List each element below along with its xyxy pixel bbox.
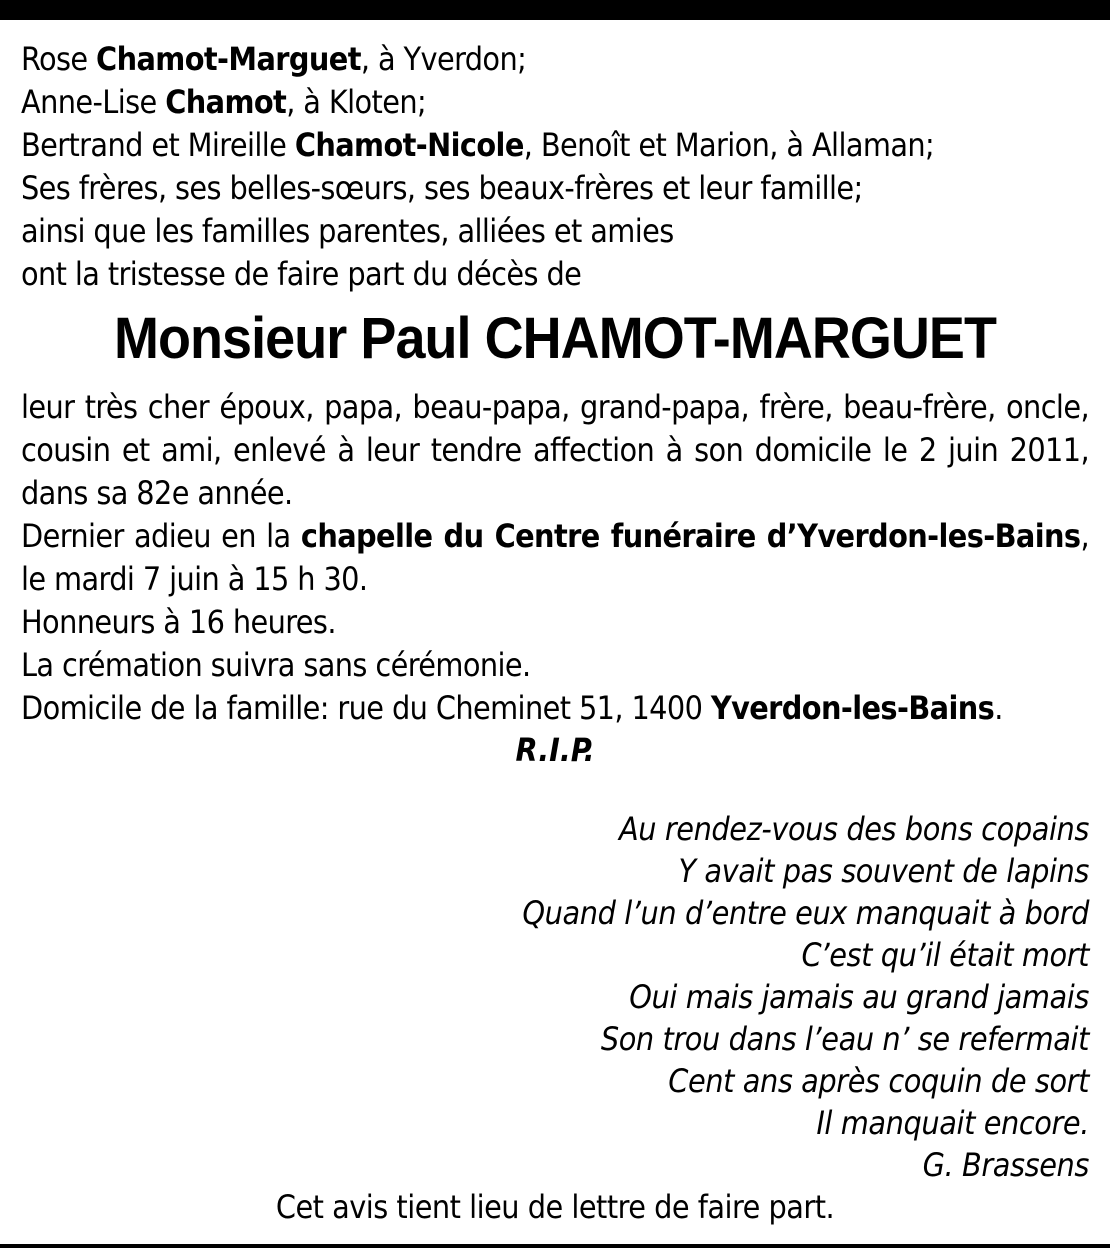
cremation-text: La crémation suivra sans cérémonie. <box>21 646 531 684</box>
family-line: Anne-Lise Chamot, à Kloten; <box>21 83 427 121</box>
funeral-info: Dernier adieu en la chapelle du Centre funéraire d’Yverdon-les-Bains, le mardi 7 juin à 15 h 30. <box>21 517 1089 598</box>
family-line: Rose Chamot-Marguet, à Yverdon; <box>21 40 527 78</box>
honours-text: Honneurs à 16 heures. <box>21 603 336 641</box>
family-line: ainsi que les familles parentes, alliées et amies <box>21 212 674 250</box>
top-border <box>0 0 1110 20</box>
poem-line: Son trou dans l’eau n’ se refermait <box>600 1020 1089 1058</box>
poem-line: Y avait pas souvent de lapins <box>678 852 1089 890</box>
poem-line: Au rendez-vous des bons copains <box>618 810 1089 848</box>
description-text: leur très cher époux, papa, beau-papa, grand-papa, frère, beau-frère, oncle, cousin et ami, enlevé à leur tendre affection à son domicile le 2 juin 2011, dans sa 82e année. <box>21 388 1089 512</box>
death-notice <box>21 38 1089 1228</box>
poem-line: Oui mais jamais au grand jamais <box>629 978 1089 1016</box>
poem <box>21 808 1089 1186</box>
deceased-name: Monsieur Paul CHAMOT-MARGUET <box>114 306 996 371</box>
family-line: ont la tristesse de faire part du décès de <box>21 255 582 293</box>
family-line: Bertrand et Mireille Chamot-Nicole, Benoît et Marion, à Allaman; <box>21 126 935 164</box>
poem-author: G. Brassens <box>922 1146 1089 1184</box>
family-line: Ses frères, ses belles-sœurs, ses beaux-frères et leur famille; <box>21 169 863 207</box>
poem-line: Cent ans après coquin de sort <box>668 1062 1089 1100</box>
poem-line: Quand l’un d’entre eux manquait à bord <box>522 894 1089 932</box>
family-domicile: Domicile de la famille: rue du Cheminet 51, 1400 Yverdon-les-Bains. <box>21 689 1003 727</box>
closing-text: Cet avis tient lieu de lettre de faire part. <box>275 1188 835 1226</box>
rip-text: R.I.P. <box>515 731 595 769</box>
bottom-border <box>0 1244 1110 1248</box>
poem-line: Il manquait encore. <box>816 1104 1089 1142</box>
family-list <box>21 38 1089 296</box>
poem-line: C’est qu’il était mort <box>801 936 1089 974</box>
